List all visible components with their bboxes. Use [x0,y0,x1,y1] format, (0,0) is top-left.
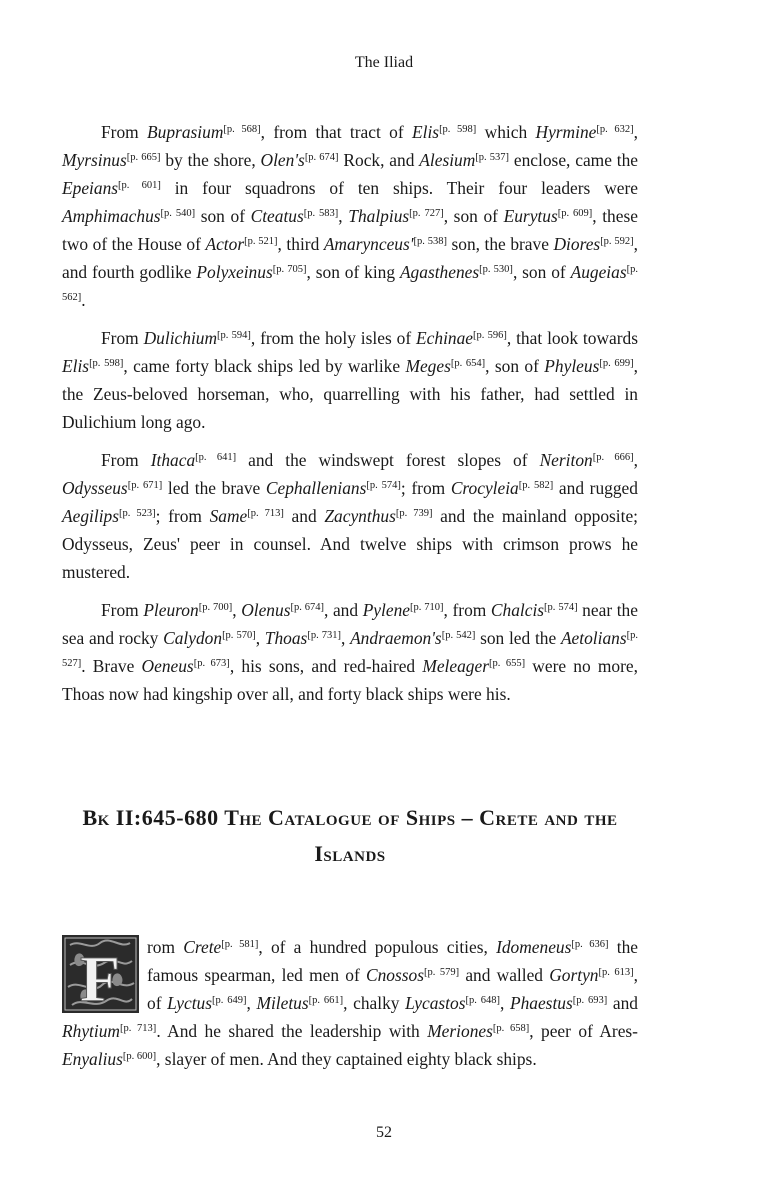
text-run: , the Zeus-beloved horseman, who, quarrelling with his father, had settled in Dulichium long ago. [62,356,638,432]
paragraph [62,324,638,436]
text-run: From [101,450,151,470]
section-body [62,933,638,1073]
place-name: Polyxeinus [196,262,273,282]
text-run: rom [147,937,184,957]
page-reference-link[interactable]: [p. 671] [127,480,163,491]
text-run: which [476,122,536,142]
paragraph [62,446,638,586]
place-name: Rhytium [62,1021,120,1041]
page-reference-link[interactable]: [p. 596] [473,330,507,341]
text-run: enclose, came the [509,150,639,170]
text-run: in four squadrons of ten ships. Their four leaders were [160,178,638,198]
text-run: , [633,450,639,470]
place-name: Gortyn [549,965,599,985]
text-run: , and fourth godlike [62,234,638,282]
place-name: Cteatus [250,206,304,226]
text-run: son of [195,206,251,226]
page-reference-link[interactable]: [p. 523] [119,508,156,519]
page-reference-link[interactable]: [p. 592] [600,236,634,247]
text-run: , son of [512,262,571,282]
text-run: near the sea and rocky [62,600,638,648]
text-run: , [246,993,257,1013]
place-name: Amarynceus' [323,234,414,254]
place-name: Oeneus [141,656,194,676]
page-reference-link[interactable]: [p. 601] [118,180,161,191]
page-reference-link[interactable]: [p. 609] [557,208,593,219]
place-name: Crocyleia [450,478,519,498]
text-run: , [633,122,638,142]
text-run: , slayer of men. And they captained eighty black ships. [156,1049,537,1069]
text-run: . [81,290,86,310]
place-name: Epeians [62,178,119,198]
place-name: Augeias [570,262,627,282]
text-run: From [101,600,144,620]
text-run: , [232,600,242,620]
place-name: Buprasium [147,122,224,142]
page-reference-link[interactable]: [p. 562] [62,264,638,303]
ornamental-dropcap-f-icon [62,935,139,1013]
place-name: Cephallenians [265,478,367,498]
page-reference-link[interactable]: [p. 665] [126,152,161,163]
text-run: , [255,628,265,648]
text-run: , peer of Ares- [529,1021,638,1041]
page-reference-link[interactable]: [p. 731] [307,630,341,641]
place-name: Lyctus [167,993,212,1013]
place-name: Eurytus [503,206,558,226]
place-name: Dulichium [143,328,218,348]
page-reference-link[interactable]: [p. 648] [465,995,500,1006]
place-name: Phaestus [509,993,573,1013]
place-name: Meleager [422,656,489,676]
text-run: , from [443,600,491,620]
place-name: Meriones [427,1021,493,1041]
text-run: and [283,506,325,526]
page-reference-link[interactable]: [p. 583] [303,208,339,219]
place-name: Thalpius [348,206,410,226]
text-run: , son of king [306,262,400,282]
page-reference-link[interactable]: [p. 542] [441,630,476,641]
page-reference-link[interactable]: [p. 574] [544,602,578,613]
place-name: Idomeneus [496,937,572,957]
page-reference-link[interactable]: [p. 598] [439,124,477,135]
page-reference-link[interactable]: [p. 739] [395,508,433,519]
text-run: , son of [485,356,545,376]
page-reference-link[interactable]: [p. 693] [572,995,608,1006]
page-reference-link[interactable]: [p. 632] [596,124,634,135]
dropcap-letter: F [79,943,121,1013]
page-reference-link[interactable]: [p. 666] [592,452,634,463]
text-run: and the windswept forest slopes of [236,450,540,470]
paragraph [62,118,638,314]
page-reference-link[interactable]: [p. 674] [290,602,324,613]
place-name: Ithaca [150,450,196,470]
page-reference-link[interactable]: [p. 636] [571,939,609,950]
text-run: , third [277,234,324,254]
place-name: Pleuron [143,600,199,620]
text-run: . And he shared the leadership with [156,1021,428,1041]
page-reference-link[interactable]: [p. 700] [198,602,233,613]
paragraph [62,596,638,708]
place-name: Amphimachus [62,206,161,226]
page-reference-link[interactable]: [p. 540] [160,208,196,219]
text-run: son led the [475,628,561,648]
text-run: , [499,993,510,1013]
page-reference-link[interactable]: [p. 705] [272,264,307,275]
place-name: Agasthenes [399,262,480,282]
place-name: Elis [62,356,90,376]
page-reference-link[interactable]: [p. 661] [308,995,344,1006]
page-reference-link[interactable]: [p. 581] [221,939,259,950]
place-name: Alesium [419,150,476,170]
text-run: were no more, Thoas now had kingship over all, and forty black ships were his. [62,656,638,704]
place-name: Hyrmine [535,122,597,142]
text-run: , of a hundred populous cities, [258,937,497,957]
page-reference-link[interactable]: [p. 521] [244,236,278,247]
page-reference-link[interactable]: [p. 600] [122,1051,157,1062]
page-reference-link[interactable]: [p. 574] [366,480,401,491]
page-reference-link[interactable]: [p. 727] [409,208,444,219]
place-name: Elis [412,122,440,142]
text-run: , [338,206,349,226]
page-reference-link[interactable]: [p. 594] [217,330,251,341]
text-run: and [607,993,638,1013]
place-name: Echinae [416,328,474,348]
place-name: Olenus [241,600,291,620]
place-name: Odysseus [62,478,128,498]
page-reference-link[interactable]: [p. 598] [89,358,124,369]
text-run: and the mainland opposite; Odysseus, Zeus' peer in counsel. And twelve ships with crimson prows he mustered. [62,506,639,582]
text-run: , of [147,965,638,1013]
text-run: and walled [459,965,550,985]
place-name: Miletus [256,993,309,1013]
place-name: Andraemon's [350,628,442,648]
place-name: Phyleus [544,356,600,376]
page-reference-link[interactable]: [p. 655] [488,658,526,669]
text-run: , came forty black ships led by warlike [123,356,406,376]
text-run: , his sons, and red-haired [229,656,423,676]
text-run: ; from [155,506,210,526]
page-reference-link[interactable]: [p. 713] [247,508,284,519]
page-number: 52 [376,1124,392,1141]
page-reference-link[interactable]: [p. 582] [518,480,554,491]
text-run: the famous spearman, led men of [147,937,638,985]
paragraph [62,933,638,1073]
text-run: by the shore, [160,150,261,170]
page-reference-link[interactable]: [p. 713] [119,1023,157,1034]
body-text [62,118,638,718]
text-run: and rugged [553,478,638,498]
running-header: The Iliad [354,54,414,71]
text-run: ; from [400,478,451,498]
text-run: Rock, and [338,150,420,170]
place-name: Pylene [362,600,410,620]
place-name: Lycastos [405,993,466,1013]
place-name: Chalcis [490,600,545,620]
page-reference-link[interactable]: [p. 579] [423,967,460,978]
page-reference-link[interactable]: [p. 710] [410,602,444,613]
text-run: , chalky [343,993,406,1013]
page-reference-link[interactable]: [p. 649] [212,995,247,1006]
place-name: Crete [183,937,222,957]
text-run: , that look towards [506,328,638,348]
page-reference-link[interactable]: [p. 570] [222,630,256,641]
text-run: , from the holy isles of [250,328,417,348]
place-name: Meges [405,356,451,376]
place-name: Zacynthus [324,506,396,526]
place-name: Olen's [260,150,305,170]
text-run: From [101,122,148,142]
place-name: Diores [553,234,601,254]
place-name: Enyalius [62,1049,123,1069]
place-name: Thoas [264,628,308,648]
place-name: Actor [205,234,245,254]
text-run: led the brave [162,478,266,498]
text-run: From [101,328,144,348]
place-name: Aetolians [560,628,627,648]
page-reference-link[interactable]: [p. 654] [450,358,486,369]
page-reference-link[interactable]: [p. 613] [598,967,634,978]
place-name: Same [209,506,248,526]
page-reference-link[interactable]: [p. 527] [62,630,639,669]
place-name: Calydon [163,628,223,648]
text-run: . Brave [81,656,142,676]
page-reference-link[interactable]: [p. 673] [193,658,230,669]
text-run: son, the brave [446,234,554,254]
place-name: Cnossos [365,965,424,985]
text-run: , from that tract of [260,122,412,142]
page-reference-link[interactable]: [p. 699] [599,358,634,369]
page-reference-link[interactable]: [p. 537] [475,152,510,163]
text-run: , [340,628,351,648]
text-run: , son of [443,206,504,226]
page-reference-link[interactable]: [p. 538] [413,236,447,247]
page-reference-link[interactable]: [p. 674] [304,152,339,163]
place-name: Myrsinus [62,150,127,170]
place-name: Neriton [539,450,593,470]
page-reference-link[interactable]: [p. 530] [479,264,513,275]
page-reference-link[interactable]: [p. 641] [195,452,237,463]
page-reference-link[interactable]: [p. 658] [492,1023,530,1034]
chapter-title: Bk II:645-680 The Catalogue of Ships – Crete and the Islands [82,805,618,866]
text-run: , and [323,600,363,620]
page-reference-link[interactable]: [p. 568] [223,124,261,135]
place-name: Aegilips [62,506,119,526]
text-run: , these two of the House of [62,206,638,254]
